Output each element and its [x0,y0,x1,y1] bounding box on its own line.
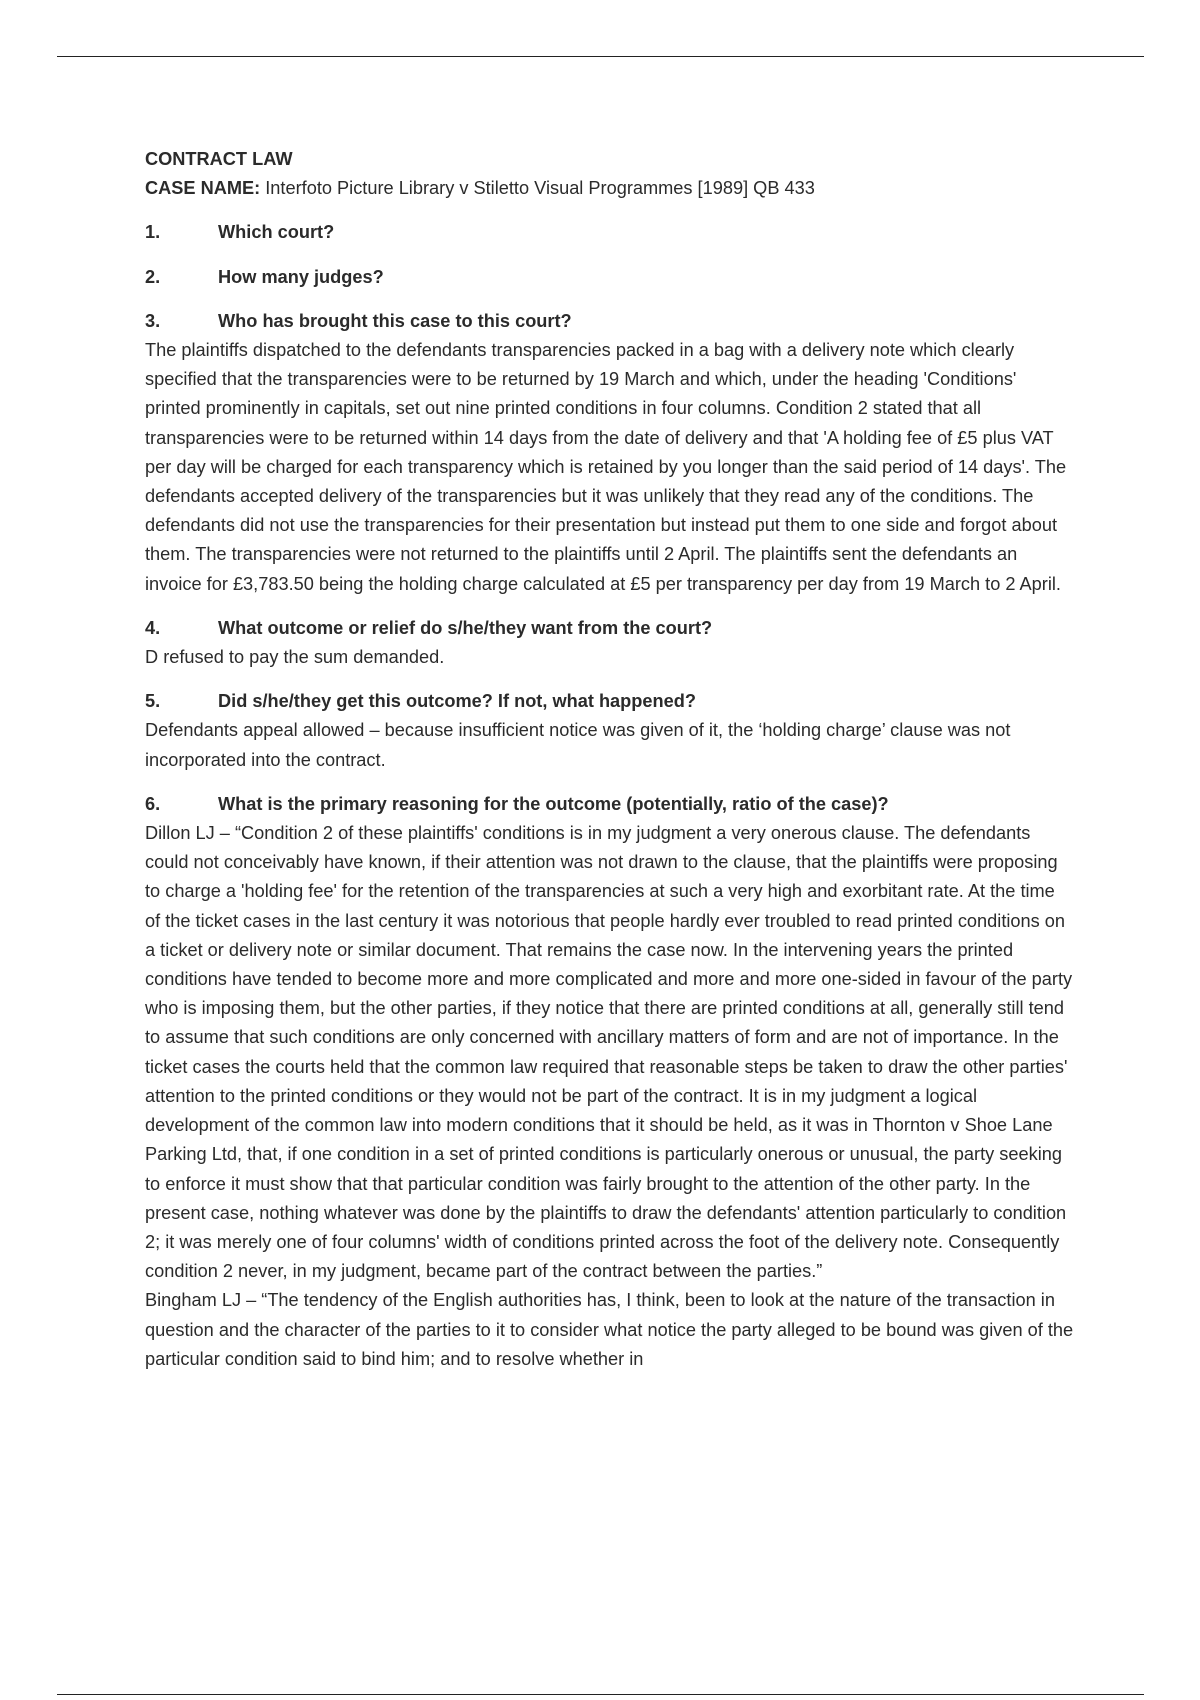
question-number: 4. [145,617,161,638]
question-text: Did s/he/they get this outcome? If not, what happened? [218,691,696,712]
question-1 [145,218,1075,247]
question-text: What is the primary reasoning for the outcome (potentially, ratio of the case)? [218,793,889,814]
question-number: 1. [145,222,161,243]
question-6 [145,790,1075,819]
question-text: Who has brought this case to this court? [218,310,572,331]
case-name-label: CASE NAME: [145,178,261,199]
question-2 [145,263,1075,292]
header-rule [57,56,1144,57]
answer-6-bingham-paragraph: Bingham LJ – “The tendency of the English authorities has, I think, been to look at the nature of the transaction in question and the character of the parties to it to consider what notice the party alleged to be bound was given of the particular condition said to bind him; and to resolve whether in [145,1290,1074,1369]
question-text: What outcome or relief do s/he/they want from the court? [218,617,713,638]
question-number: 6. [145,793,161,814]
question-3 [145,307,1075,336]
answer-6-dillon-paragraph: Dillon LJ – “Condition 2 of these plaintiffs' conditions is in my judgment a very onerous clause. The defendants could not conceivably have known, if their attention was not drawn to the clause, that the plaintiffs were proposing to charge a 'holding fee' for the retention of the transparencies at such a very high and exorbitant rate. At the time of the ticket cases in the last century it was notorious that people hardly ever troubled to read printed conditions on a ticket or delivery note or similar document. That remains the case now. In the intervening years the printed conditions have tended to become more and more complicated and more and more one-sided in favour of the party who is imposing them, but the other parties, if they notice that there are printed conditions at all, generally still tend to assume that such conditions are only concerned with ancillary matters of form and are not of importance. In the ticket cases the courts held that the common law required that reasonable steps be taken to draw the other parties' attention to the printed conditions or they would not be part of the contract. It is in my judgment a logical development of the common law into modern conditions that it should be held, as it was in Thornton v Shoe Lane Parking Ltd, that, if one condition in a set of printed conditions is particularly onerous or unusual, the party seeking to enforce it must show that that particular condition was fairly brought to the attention of the other party. In the present case, nothing whatever was done by the plaintiffs to draw the defendants' attention particularly to condition 2; it was merely one of four columns' width of conditions printed across the foot of the delivery note. Consequently condition 2 never, in my judgment, became part of the contract between the parties.” [145,823,1073,1282]
question-number: 5. [145,691,161,712]
answer-3-paragraph: The plaintiffs dispatched to the defendants transparencies packed in a bag with a delivery note which clearly specified that the transparencies were to be returned by 19 March and which, under the heading 'Conditions' printed prominently in capitals, set out nine printed conditions in four columns. Condition 2 stated that all transparencies were to be returned within 14 days from the date of delivery and that 'A holding fee of £5 plus VAT per day will be charged for each transparency which is retained by you longer than the said period of 14 days'. The defendants accepted delivery of the transparencies but it was unlikely that they read any of the conditions. The defendants did not use the transparencies for their presentation but instead put them to one side and forgot about them. The transparencies were not returned to the plaintiffs until 2 April. The plaintiffs sent the defendants an invoice for £3,783.50 being the holding charge calculated at £5 per transparency per day from 19 March to 2 April. [145,340,1067,594]
question-number: 2. [145,266,161,287]
answer-5-paragraph: Defendants appeal allowed – because insufficient notice was given of it, the ‘holding charge’ clause was not incorporated into the contract. [145,720,1011,770]
document-body [145,145,1075,1374]
case-name-value: Interfoto Picture Library v Stiletto Visual Programmes [1989] QB 433 [260,178,815,199]
answer-4-paragraph: D refused to pay the sum demanded. [145,647,445,668]
subject-heading: CONTRACT LAW [145,149,293,169]
question-5 [145,687,1075,716]
case-name-line [145,174,1075,203]
footer-rule [57,1694,1144,1695]
question-number: 3. [145,310,161,331]
question-4 [145,614,1075,643]
question-text: Which court? [218,222,335,243]
question-text: How many judges? [218,266,384,287]
